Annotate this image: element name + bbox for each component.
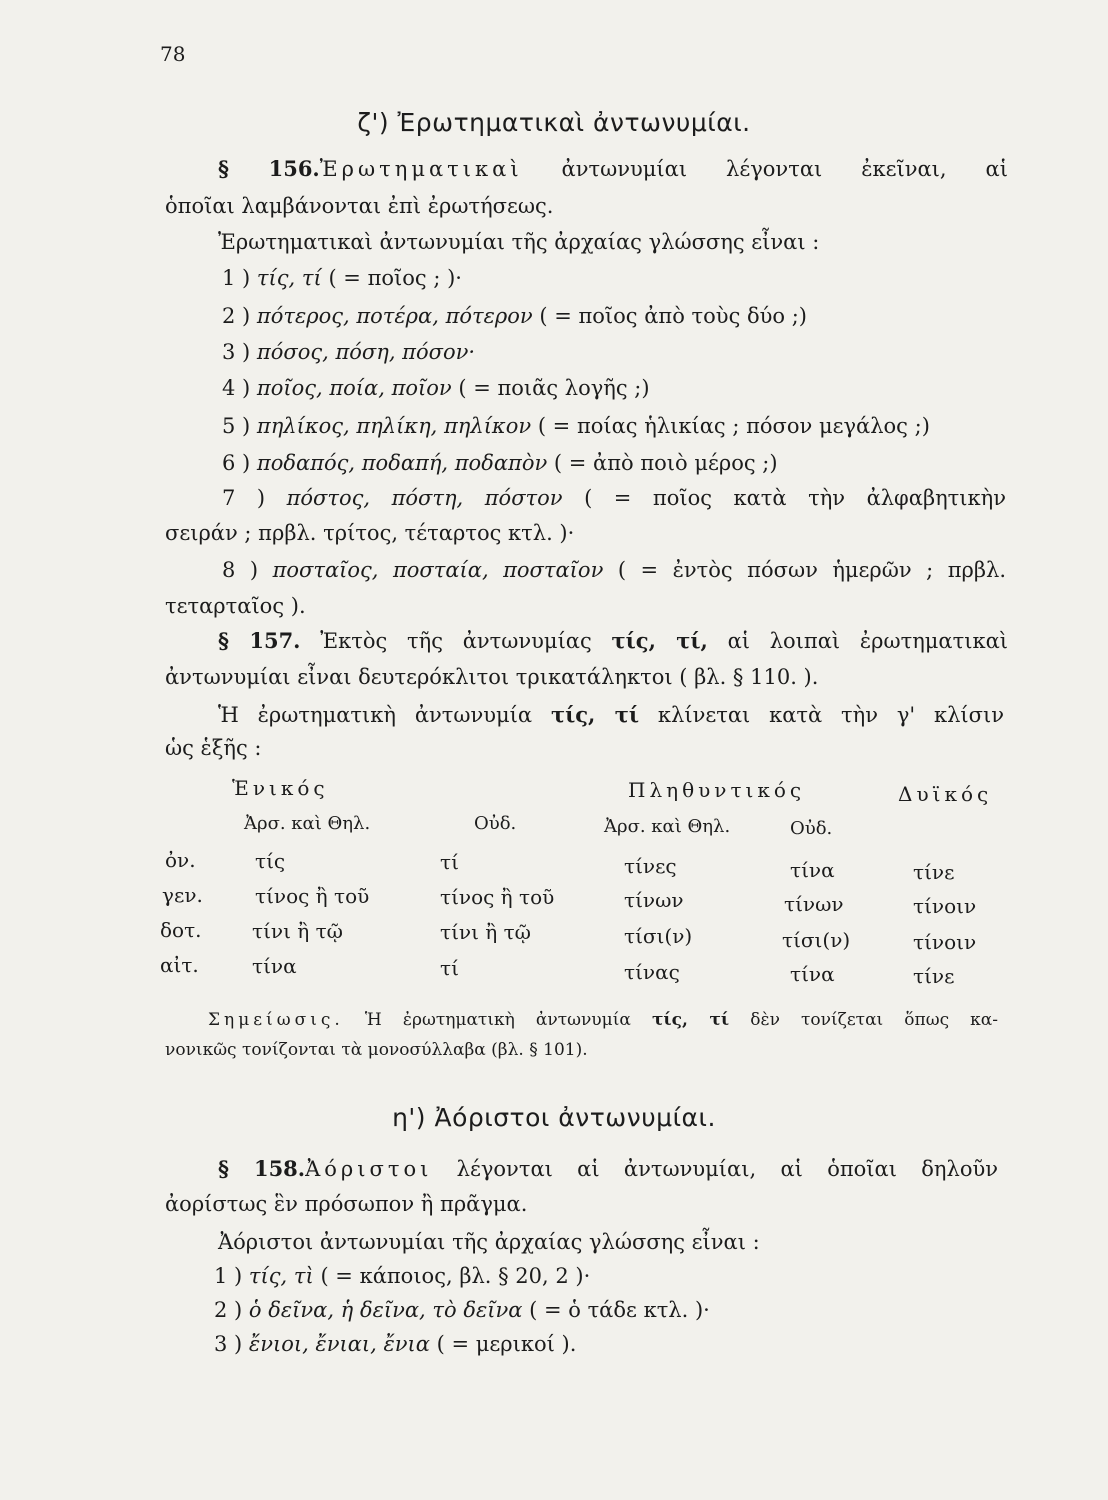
form-pl-mf: τίνας xyxy=(624,960,680,984)
indefinite-item-3: 3 ) ἔνιοι, ἔνιαι, ἔνια ( = μερικοί ). xyxy=(214,1332,577,1356)
form-dual: τίνοιν xyxy=(913,894,977,918)
form-sg-n: τίνι ἢ τῷ xyxy=(440,920,531,944)
interrogative-item-7: 7 ) πόστος, πόστη, πόστον ( = ποῖος κατὰ τὴν ἀλφαβητικὴν xyxy=(222,486,1006,510)
page-number: 78 xyxy=(160,42,186,66)
form-pl-mf: τίσι(ν) xyxy=(624,924,693,948)
paragraph-158-line1: § 158.Ἀόριστοι λέγονται αἱ ἀντωνυμίαι, αἱ ὁποῖαι δηλοῦν xyxy=(218,1156,998,1181)
gender-sg-mf: Ἀρσ. καὶ Θηλ. xyxy=(244,813,371,834)
gender-pl-n: Οὐδ. xyxy=(790,818,833,839)
spaced-term: Ἐρωτηματικαὶ xyxy=(319,157,523,181)
interrogative-item-8: 8 ) ποσταῖος, ποσταία, ποσταῖον ( = ἐντὸς πόσων ἡμερῶν ; πρβλ. xyxy=(222,558,1007,582)
section-number: § 156. xyxy=(218,156,320,181)
indefinite-item-2: 2 ) ὁ δεῖνα, ἡ δεῖνα, τὸ δεῖνα ( = ὁ τάδε κτλ. )· xyxy=(214,1298,710,1322)
indefinite-intro: Ἀόριστοι ἀντωνυμίαι τῆς ἀρχαίας γλώσσης εἶναι : xyxy=(218,1230,760,1254)
form-pl-mf: τίνες xyxy=(624,854,677,878)
case-label: ὀν. xyxy=(165,848,196,872)
paragraph-text: ἀντωνυμίαι λέγονται ἐκεῖναι, αἱ xyxy=(561,157,1008,181)
form-sg-mf: τίνα xyxy=(252,954,297,978)
interrogative-intro: Ἐρωτηματικαὶ ἀντωνυμίαι τῆς ἀρχαίας γλώσσης εἶναι : xyxy=(218,230,820,254)
paragraph-157-line1: § 157. Ἐκτὸς τῆς ἀντωνυμίας τίς, τί, αἱ λοιπαὶ ἐρωτηματικαὶ xyxy=(218,628,1008,653)
header-plural: Πληθυντικός xyxy=(628,778,806,802)
gender-pl-mf: Ἀρσ. καὶ Θηλ. xyxy=(604,816,731,837)
form-pl-n: τίνα xyxy=(790,962,835,986)
case-label: αἰτ. xyxy=(160,953,199,977)
note-line1: Σημείωσις. Ἡ ἐρωτηματικὴ ἀντωνυμία τίς, τί δὲν τονίζεται ὅπως κα- xyxy=(208,1010,999,1030)
form-dual: τίνοιν xyxy=(913,930,977,954)
paragraph-158-line2: ἀορίστως ἓν πρόσωπον ἢ πρᾶγμα. xyxy=(165,1192,528,1216)
interrogative-item-6: 6 ) ποδαπός, ποδαπή, ποδαπὸν ( = ἀπὸ ποιὸ μέρος ;) xyxy=(222,451,778,475)
gender-sg-n: Οὐδ. xyxy=(474,813,517,834)
case-label: δοτ. xyxy=(160,918,202,942)
form-sg-n: τίνος ἢ τοῦ xyxy=(440,885,555,909)
form-sg-n: τί xyxy=(440,956,459,980)
form-pl-n: τίνα xyxy=(790,858,835,882)
form-sg-mf: τίνι ἢ τῷ xyxy=(252,919,343,943)
case-label: γεν. xyxy=(162,883,203,907)
section-heading-interrogative: ζ') Ἐρωτηματικαὶ ἀντωνυμίαι. xyxy=(357,108,751,137)
form-pl-mf: τίνων xyxy=(624,888,684,912)
form-sg-mf: τίς xyxy=(255,849,286,873)
interrogative-item-8-cont: τεταρταῖος ). xyxy=(165,594,306,618)
interrogative-item-7-cont: σειράν ; πρβλ. τρίτος, τέταρτος κτλ. )· xyxy=(165,521,575,545)
declension-intro-line1: Ἡ ἐρωτηματικὴ ἀντωνυμία τίς, τί κλίνεται κατὰ τὴν γ' κλίσιν xyxy=(218,702,1004,727)
interrogative-item-3: 3 ) πόσος, πόση, πόσον· xyxy=(222,340,476,364)
note-line2: νονικῶς τονίζονται τὰ μονοσύλλαβα (βλ. § 101). xyxy=(165,1040,588,1060)
interrogative-item-1: 1 ) τίς, τί ( = ποῖος ; )· xyxy=(222,266,462,290)
header-dual: Δυϊκός xyxy=(898,782,993,806)
paragraph-157-line2: ἀντωνυμίαι εἶναι δευτερόκλιτοι τρικατάληκτοι ( βλ. § 110. ). xyxy=(165,665,819,689)
header-singular: Ἑνικός xyxy=(232,776,329,800)
interrogative-item-2: 2 ) πότερος, ποτέρα, πότερον ( = ποῖος ἀπὸ τοὺς δύο ;) xyxy=(222,304,808,328)
form-dual: τίνε xyxy=(913,964,955,988)
form-sg-n: τί xyxy=(440,850,459,874)
form-pl-n: τίσι(ν) xyxy=(782,928,851,952)
paragraph-156-line2: ὁποῖαι λαμβάνονται ἐπὶ ἐρωτήσεως. xyxy=(165,194,554,218)
note-label: Σημείωσις. xyxy=(208,1010,344,1030)
paragraph-156-line1 xyxy=(218,158,1008,180)
form-sg-mf: τίνος ἢ τοῦ xyxy=(255,884,370,908)
interrogative-item-5: 5 ) πηλίκος, πηλίκη, πηλίκον ( = ποίας ἡλικίας ; πόσον μεγάλος ;) xyxy=(222,414,930,438)
section-heading-indefinite: η') Ἀόριστοι ἀντωνυμίαι. xyxy=(392,1103,716,1132)
indefinite-item-1: 1 ) τίς, τὶ ( = κάποιος, βλ. § 20, 2 )· xyxy=(214,1264,591,1288)
form-dual: τίνε xyxy=(913,860,955,884)
declension-intro-line2: ὡς ἑξῆς : xyxy=(165,736,262,760)
form-pl-n: τίνων xyxy=(784,892,844,916)
interrogative-item-4: 4 ) ποῖος, ποία, ποῖον ( = ποιᾶς λογῆς ;) xyxy=(222,376,650,400)
